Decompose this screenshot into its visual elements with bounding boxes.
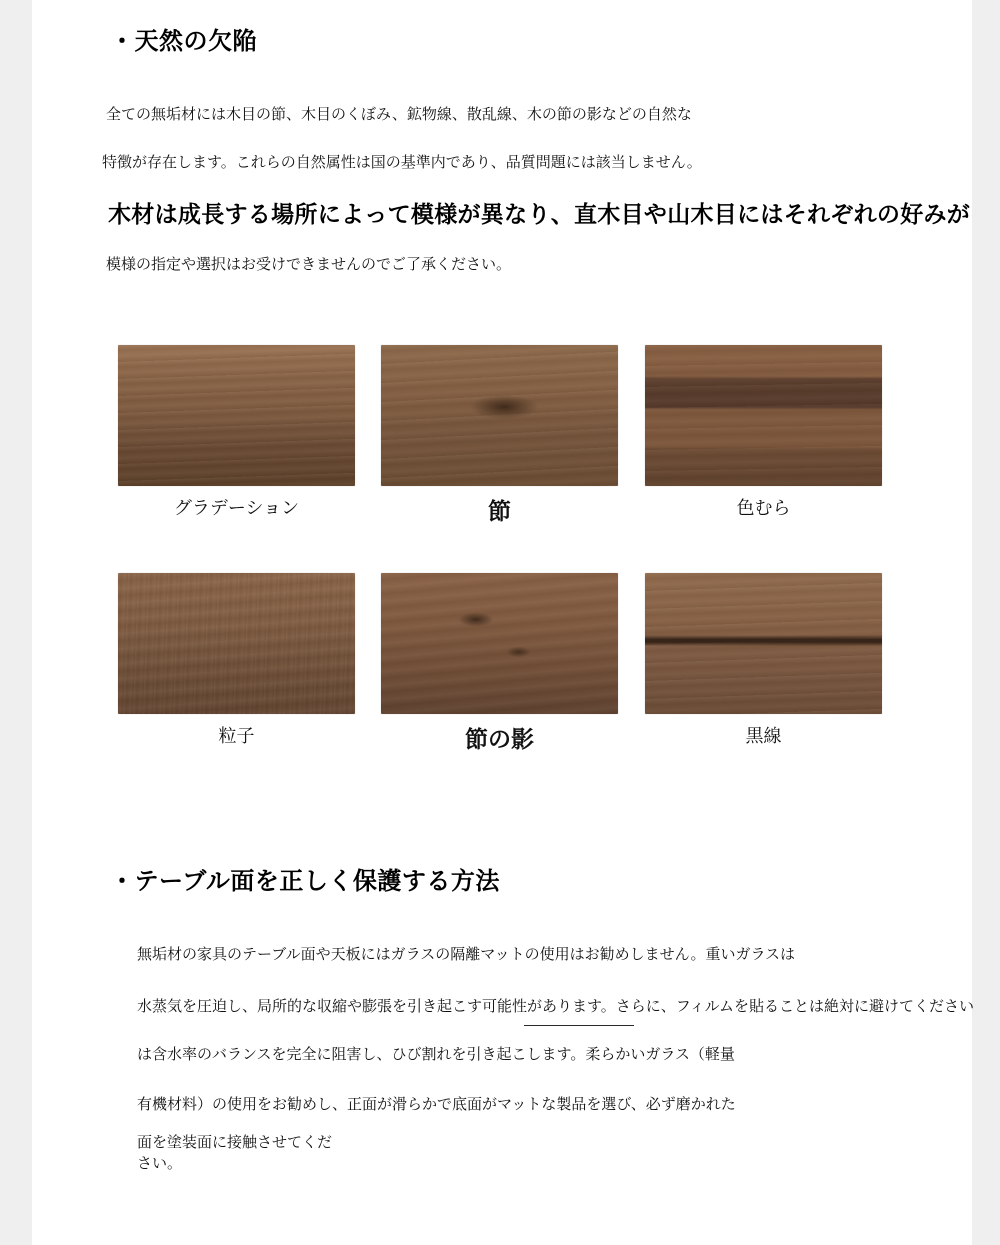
gallery-item xyxy=(381,345,618,526)
wood-color-uneven-swatch xyxy=(645,345,882,486)
protection-paragraph-line-3: は含水率のバランスを完全に阻害し、ひび割れを引き起こします。柔らかいガラス（軽量 xyxy=(137,1046,735,1063)
wood-grain-swatch xyxy=(118,573,355,714)
gallery-row-2 xyxy=(32,573,972,801)
protection-paragraph-line-4: 有機材料）の使用をお勧めし、正面が滑らかで底面がマットな製品を選び、必ず磨かれた xyxy=(137,1096,736,1113)
natural-defects-paragraph-line-1: 全ての無垢材には木目の節、木目のくぼみ、鉱物線、散乱線、木の節の影などの自然な xyxy=(106,106,692,123)
gallery-item xyxy=(118,345,355,520)
wood-knot-swatch xyxy=(381,345,618,486)
gallery-item-caption: 粒子 xyxy=(218,726,255,746)
gallery-item xyxy=(645,345,882,520)
gallery-item-caption: グラデーション xyxy=(173,498,300,518)
wood-feature-gallery xyxy=(32,345,972,801)
natural-defects-paragraph-line-3: 模様の指定や選択はお受けできませんのでご了承ください。 xyxy=(106,256,512,273)
wood-black-line-swatch xyxy=(645,573,882,714)
protection-paragraph-line-1: 無垢材の家具のテーブル面や天板にはガラスの隔離マットの使用はお勧めしません。重いガラスは xyxy=(137,946,796,963)
section-heading-table-protection: ・テーブル面を正しく保護する方法 xyxy=(110,868,500,895)
protection-paragraph-line-2: 水蒸気を圧迫し、局所的な収縮や膨張を引き起こす可能性があります。さらに、フィルムを貼ることは絶対に避けてください xyxy=(137,998,975,1015)
gallery-item-caption: 色むら xyxy=(736,498,791,518)
gallery-item-caption: 節の影 xyxy=(465,726,534,752)
wood-knot-shadow-swatch xyxy=(381,573,618,714)
gallery-item-caption: 黒線 xyxy=(745,726,782,746)
gallery-item xyxy=(645,573,882,748)
section-heading-natural-defects: ・天然の欠陥 xyxy=(110,28,257,55)
wood-gradient-swatch xyxy=(118,345,355,486)
gallery-item-caption: 節 xyxy=(488,498,511,524)
document-sheet xyxy=(32,0,975,1245)
gallery-item xyxy=(118,573,355,748)
natural-defects-highlight-text: 木材は成長する場所によって模様が異なり、直木目や山木目にはそれぞれの好みが xyxy=(108,201,971,227)
natural-defects-paragraph-line-2: 特徴が存在します。これらの自然属性は国の基準内であり、品質問題には該当しません。 xyxy=(102,154,702,171)
horizontal-divider-line xyxy=(524,1025,634,1026)
gallery-item xyxy=(381,573,618,754)
gallery-row-1 xyxy=(32,345,972,573)
protection-paragraph-line-6: さい。 xyxy=(137,1155,183,1172)
protection-paragraph-line-5: 面を塗装面に接触させてくだ xyxy=(137,1134,333,1151)
